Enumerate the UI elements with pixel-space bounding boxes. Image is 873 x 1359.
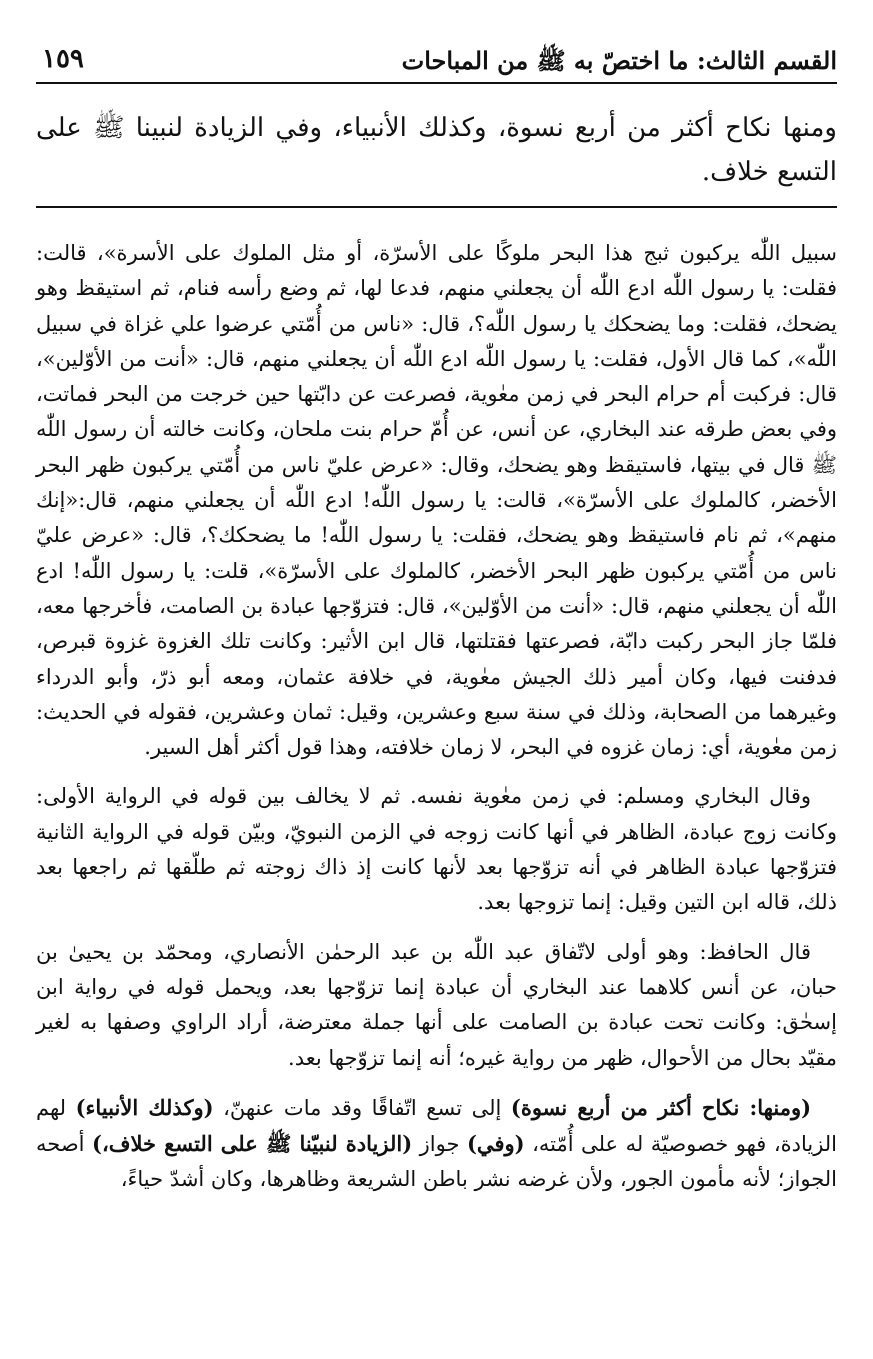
quoted-matn-2: (وكذلك الأنبياء): [75, 1094, 214, 1120]
running-header: [36, 40, 837, 84]
commentary-paragraph-3: قال الحافظ: وهو أولى لاتّفاق عبد اللّٰه بن عبد الرحمٰن الأنصاري، ومحمّد بن يحيىٰ بن حبان، عن أنس كلاهما عند البخاري أن عبادة إنما تزوّجها بعد، ويحمل قوله في رواية ابن إسحٰق: وكانت تحت عبادة بن الصامت على أنها جملة معترضة، أراد الراوي وصفها به لغير مقيّد بحال من الأحوال، ظهر من رواية غيره؛ أنه إنما تزوّجها بعد.: [36, 939, 837, 1070]
quoted-matn-3: (وفي): [467, 1131, 525, 1157]
commentary-text-2: لهم الزيادة، فهو خصوصيّة له على أُمّته،: [36, 1095, 838, 1157]
chapter-title: القسم الثالث: ما اختصّ به ﷺ من المباحات: [401, 46, 837, 75]
quoted-matn-1: (ومنها: نكاح أكثر من أربع نسوة): [510, 1094, 812, 1120]
main-text: [36, 106, 837, 208]
commentary-text-3: جواز: [412, 1132, 467, 1157]
commentary-paragraph-2: وقال البخاري ومسلم: في زمن معٰوية نفسه. ثم لا يخالف بين قوله في الرواية الأولى: وكانت زوج عبادة، الظاهر في أنها كانت زوجه في الزمن النبويّ، وبيّن قوله في الرواية الثانية فتزوّجها عبادة الظاهر في أنه تزوّجها بعد لأنها كانت إذ ذاك زوجته ثم طلّقها ثم راجعها بعد ذلك، قاله ابن التين وقيل: إنما تزوجها بعد.: [36, 784, 837, 915]
commentary: [36, 236, 837, 1198]
quoted-matn-4: (الزيادة لنبيّنا ﷺ على التسع خلاف،): [92, 1131, 413, 1157]
main-text-body: ومنها نكاح أكثر من أربع نسوة، وكذلك الأنبياء، وفي الزيادة لنبينا ﷺ على التسع خلاف.: [36, 113, 837, 187]
page-number: ١٥٩: [42, 44, 84, 74]
commentary-paragraph-1: سبيل اللّٰه يركبون ثبج هذا البحر ملوكًا على الأسرّة، أو مثل الملوك على الأسرة»، قالت: فقلت: يا رسول اللّٰه ادع اللّٰه أن يجعلني منهم، فدعا لها، ثم وضع رأسه فنام، ثم استيقظ وهو يضحك، فقلت: وما يضحكك يا رسول اللّٰه؟، قال: «ناس من أُمّتي عرضوا علي غزاة في سبيل اللّٰه»، كما قال الأول، فقلت: يا رسول اللّٰه ادع اللّٰه أن يجعلني منهم، قال: «أنت من الأوّلين»، قال: فركبت أم حرام البحر في زمن معٰوية، فصرعت عن دابّتها حين خرجت من البحر فماتت، وفي بعض طرقه عند البخاري، عن أنس، عن أُمّ حرام بنت ملحان، وكانت خالته أن رسول اللّٰه ﷺ قال في بيتها، فاستيقظ وهو يضحك، وقال: «عرض عليّ ناس من أُمّتي يركبون ظهر البحر الأخضر، كالملوك على الأسرّة»، قالت: يا رسول اللّٰه! ادع اللّٰه أن يجعلني منهم، قال:«إنك منهم»، ثم نام فاستيقظ وهو يضحك، فقلت: يا رسول اللّٰه! ما يضحكك؟، قال: «عرض عليّ ناس من أُمّتي يركبون ظهر البحر الأخضر، كالملوك على الأسرّة»، قلت: يا رسول اللّٰه! ادع اللّٰه أن يجعلني منهم، قال: «أنت من الأوّلين»، قال: فتزوّجها عبادة بن الصامت، فأخرجها معه، فلمّا جاز البحر ركبت دابّة، فصرعتها فقتلتها، قال ابن الأثير: وكانت تلك الغزوة غزوة قبرص، فدفنت فيها، وكان أمير ذلك الجيش معٰوية، في خلافة عثمان، ومعه أبو ذرّ، وأبو الدرداء وغيرهما من الصحابة، وذلك في سنة سبع وعشرين، وقيل: ثمان وعشرين، فقوله في الحديث: زمن معٰوية، أي: زمان غزوه في البحر، لا زمان خلافته، وهذا قول أكثر أهل السير.: [36, 241, 838, 760]
commentary-text-4: أصحه الجواز؛ لأنه مأمون الجور، ولأن غرضه نشر باطن الشريعة وظاهرها، وكان أشدّ حياءً،: [36, 1132, 837, 1192]
commentary-paragraph-4: [36, 1090, 837, 1198]
commentary-text-1: إلى تسع اتّفاقًا وقد مات عنهنّ،: [213, 1095, 511, 1120]
